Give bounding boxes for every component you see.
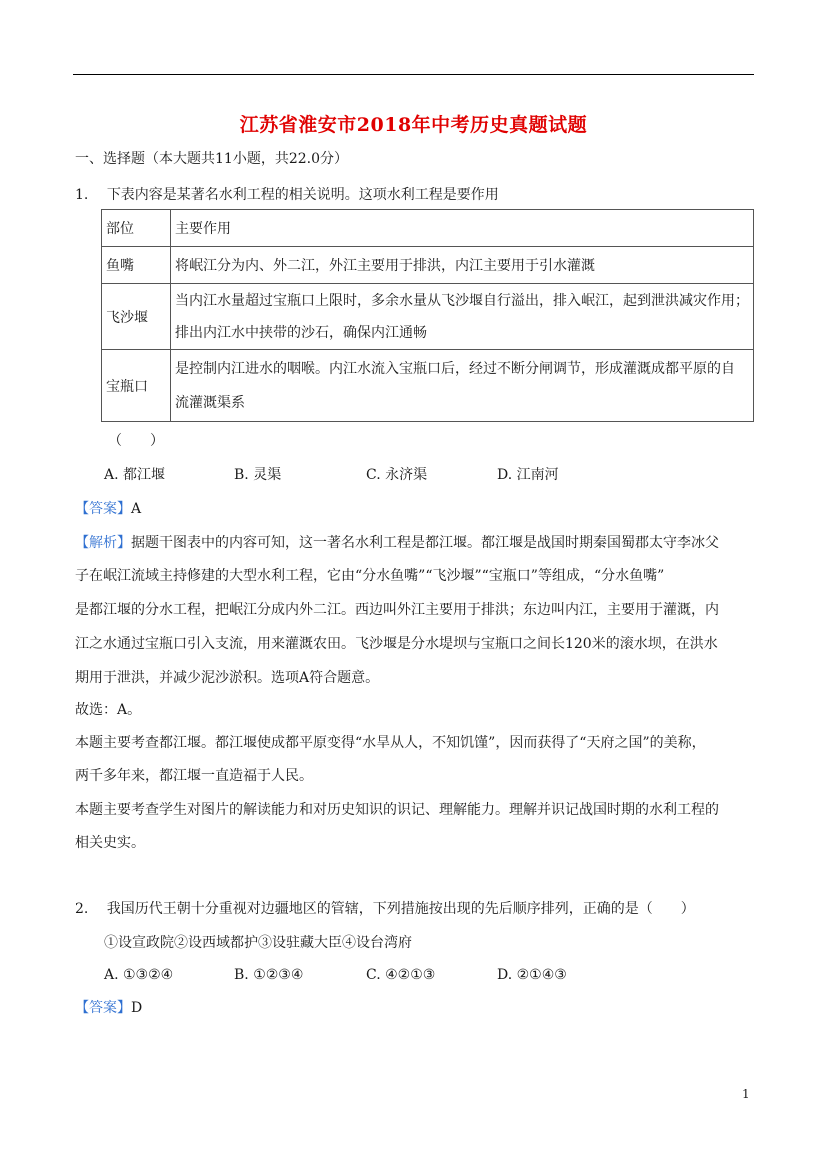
- option-c: C. 永济渠: [366, 467, 428, 483]
- conclusion: 故选：A。: [75, 702, 142, 718]
- answer-tag: 【答案】: [75, 1000, 131, 1016]
- note-line: 本题主要考查都江堰。都江堰使成都平原变得“水旱从人，不知饥馑”，因而获得了“天府之国”的美称，: [75, 735, 706, 751]
- option-c: C. ④②①③: [366, 967, 436, 983]
- info-table: [101, 209, 754, 422]
- question-2: [75, 899, 695, 919]
- header-rule: [73, 74, 754, 75]
- option-a: A. 都江堰: [104, 467, 166, 483]
- page-title: 江苏省淮安市2018年中考历史真题试题: [239, 114, 588, 136]
- question-1: [75, 185, 499, 205]
- analysis-tag: 【解析】: [75, 535, 131, 551]
- table-cell-role: [171, 350, 754, 422]
- analysis-text: 据题干图表中的内容可知，这一著名水利工程是都江堰。都江堰是战国时期秦国蜀郡太守李冰父: [131, 535, 719, 551]
- table-row: [102, 350, 754, 422]
- option-d: D. ②①④③: [497, 967, 567, 983]
- answer-line: [75, 998, 142, 1018]
- note-line: 相关史实。: [75, 835, 145, 851]
- analysis-line: 江之水通过宝瓶口引入支流，用来灌溉农田。飞沙堰是分水堤坝与宝瓶口之间长120米的滚水坝，在洪水: [75, 636, 718, 652]
- table-cell-line: 流灌溉渠系: [175, 394, 245, 411]
- table-cell-role: 将岷江分为内、外二江，外江主要用于排洪，内江主要用于引水灌溉: [171, 247, 754, 284]
- table-cell-part: 宝瓶口: [102, 350, 171, 422]
- question-2-items: ①设宣政院②设西域都护③设驻藏大臣④设台湾府: [104, 935, 412, 951]
- table-header-part: 部位: [102, 210, 171, 247]
- answer-tag: 【答案】: [75, 501, 131, 517]
- question-2-stem: 我国历代王朝十分重视对边疆地区的管辖，下列措施按出现的先后顺序排列，正确的是（ ）: [106, 901, 695, 917]
- option-b: B. ①②③④: [234, 967, 304, 983]
- answer-value: A: [131, 501, 142, 517]
- table-cell-part: 飞沙堰: [102, 284, 171, 350]
- option-a: A. ①③②④: [104, 967, 174, 983]
- table-cell-line: 是控制内江进水的咽喉。内江水流入宝瓶口后，经过不断分闸调节，形成灌溉成都平原的自: [175, 360, 735, 377]
- analysis-line: 是都江堰的分水工程，把岷江分成内外二江。西边叫外江主要用于排洪；东边叫内江，主要用于灌溉，内: [75, 602, 719, 618]
- table-cell-role: [171, 284, 754, 350]
- option-d: D. 江南河: [497, 467, 559, 483]
- analysis-line: 期用于泄洪，并减少泥沙淤积。选项A符合题意。: [75, 670, 380, 686]
- question-1-number: 1.: [75, 187, 89, 203]
- table-cell-line: 当内江水量超过宝瓶口上限时，多余水量从飞沙堰自行溢出，排入岷江，起到泄洪减灾作用；: [175, 292, 749, 309]
- page-number: 1: [742, 1087, 750, 1101]
- table-cell-part: 鱼嘴: [102, 247, 171, 284]
- note-line: 本题主要考查学生对图片的解读能力和对历史知识的识记、理解能力。理解并识记战国时期的水利工程的: [75, 802, 719, 818]
- analysis-line: 子在岷江流域主持修建的大型水利工程，它由“分水鱼嘴”“飞沙堰”“宝瓶口”等组成，“分水鱼嘴”: [75, 568, 665, 584]
- table-row: [102, 284, 754, 350]
- answer-line: [75, 499, 141, 519]
- question-2-number: 2.: [75, 901, 89, 917]
- answer-value: D: [131, 1000, 143, 1016]
- table-header-row: [102, 210, 754, 247]
- option-b: B. 灵渠: [234, 467, 282, 483]
- analysis-line: [75, 533, 719, 553]
- table-cell-line: 排出内江水中挟带的沙石，确保内江通畅: [175, 324, 427, 341]
- answer-blank: （ ）: [108, 433, 164, 449]
- note-line: 两千多年来，都江堰一直造福于人民。: [75, 768, 313, 784]
- question-1-stem: 下表内容是某著名水利工程的相关说明。这项水利工程是要作用: [106, 187, 499, 203]
- table-header-role: 主要作用: [171, 210, 754, 247]
- section-heading: 一、选择题（本大题共11小题，共22.0分）: [75, 151, 348, 167]
- table-row: [102, 247, 754, 284]
